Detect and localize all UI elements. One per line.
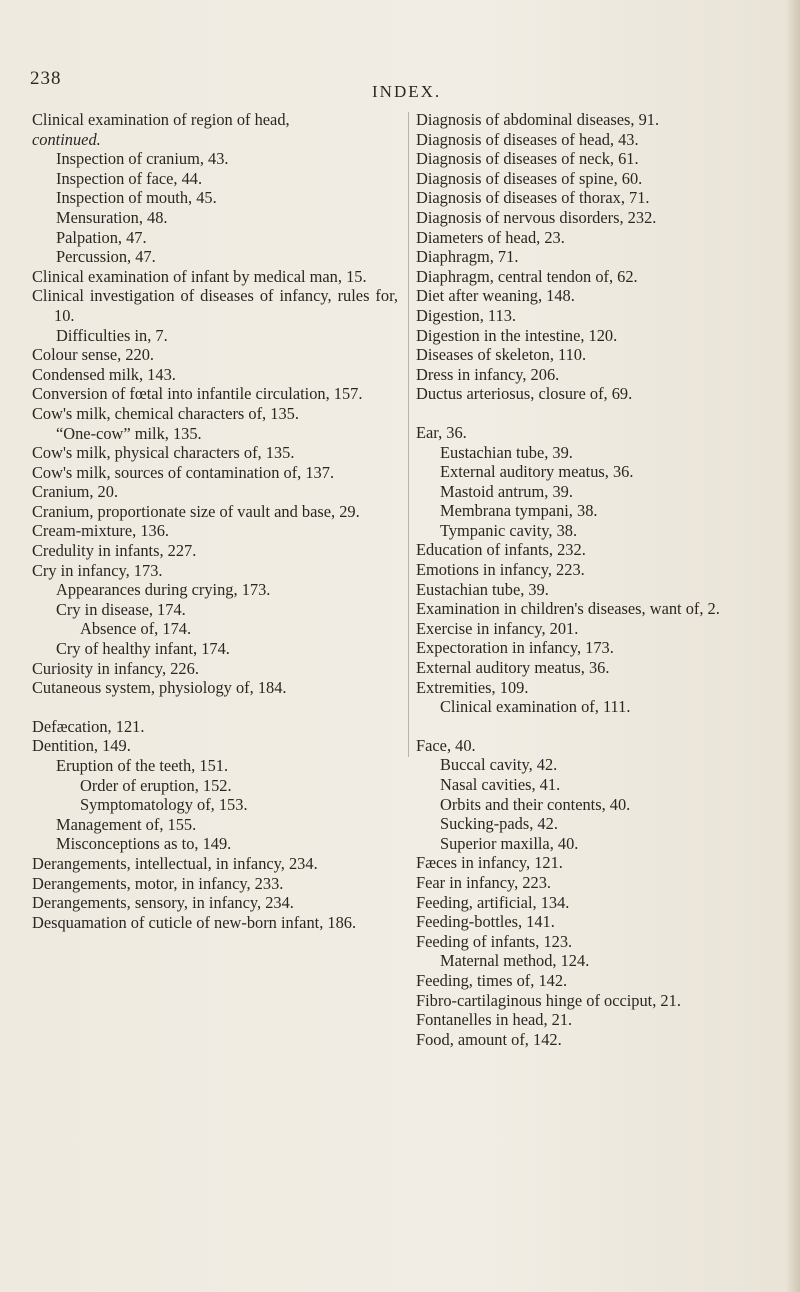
index-subentry: Inspection of mouth, 45. bbox=[56, 188, 217, 208]
index-entry: Defæcation, 121. bbox=[32, 716, 145, 736]
index-entry: Face, 40. bbox=[416, 735, 476, 755]
index-entry: Diet after weaning, 148. bbox=[416, 286, 575, 306]
index-entry: Digestion, 113. bbox=[416, 305, 517, 325]
index-entry: Derangements, motor, in infancy, 233. bbox=[32, 873, 284, 893]
index-entry: Diameters of head, 23. bbox=[416, 227, 565, 247]
index-entry: Feeding of infants, 123. bbox=[416, 931, 573, 951]
index-subentry: Misconceptions as to, 149. bbox=[56, 834, 232, 854]
index-subentry: Management of, 155. bbox=[56, 814, 197, 834]
index-subentry: Cry of healthy infant, 174. bbox=[56, 639, 230, 659]
index-entry: Fear in infancy, 223. bbox=[416, 872, 552, 892]
index-entry: Credulity in infants, 227. bbox=[32, 541, 197, 561]
index-entry: Diseases of skeleton, 110. bbox=[416, 345, 587, 365]
index-entry: Extremities, 109. bbox=[416, 677, 529, 697]
index-subentry: Inspection of face, 44. bbox=[56, 168, 203, 188]
index-entry: Clinical investigation of diseases of infancy, rules for, 10. bbox=[32, 286, 398, 325]
index-subentry: Sucking-pads, 42. bbox=[440, 814, 558, 834]
index-entry: Cow's milk, physical characters of, 135. bbox=[32, 443, 295, 463]
index-entry: Expectoration in infancy, 173. bbox=[416, 638, 614, 658]
column-divider bbox=[408, 112, 409, 757]
index-subentry: Superior maxilla, 40. bbox=[440, 833, 579, 853]
index-entry: Cow's milk, sources of contamination of, 137. bbox=[32, 462, 335, 482]
index-entry: Diagnosis of abdominal diseases, 91. bbox=[416, 110, 660, 129]
index-entry: Diagnosis of nervous disorders, 232. bbox=[416, 207, 657, 227]
index-subentry: Absence of, 174. bbox=[80, 619, 192, 639]
index-entry: Diagnosis of diseases of thorax, 71. bbox=[416, 188, 650, 208]
running-head: INDEX. bbox=[372, 82, 442, 101]
index-subentry: Membrana tympani, 38. bbox=[440, 501, 598, 521]
index-subentry: Percussion, 47. bbox=[56, 247, 156, 267]
section-gap bbox=[416, 404, 796, 423]
index-entry: Diaphragm, 71. bbox=[416, 247, 519, 267]
index-subentry: Mensuration, 48. bbox=[56, 207, 168, 227]
index-entry: Feeding-bottles, 141. bbox=[416, 912, 555, 932]
index-entry: Examination in children's diseases, want of, 2. bbox=[416, 599, 720, 619]
index-entry: Diagnosis of diseases of spine, 60. bbox=[416, 168, 643, 188]
index-entry: Cranium, proportionate size of vault and base, 29. bbox=[32, 501, 360, 521]
index-entry: Cow's milk, chemical characters of, 135. bbox=[32, 403, 299, 423]
index-entry: Fibro-cartilaginous hinge of occiput, 21. bbox=[416, 990, 681, 1010]
index-entry: External auditory meatus, 36. bbox=[416, 658, 610, 678]
index-subentry: Symptomatology of, 153. bbox=[80, 795, 248, 815]
index-subentry: Inspection of cranium, 43. bbox=[56, 149, 229, 169]
index-entry: Diagnosis of diseases of head, 43. bbox=[416, 129, 639, 149]
index-entry: Cry in infancy, 173. bbox=[32, 560, 163, 580]
index-entry: Emotions in infancy, 223. bbox=[416, 560, 585, 580]
index-subentry: “One-cow” milk, 135. bbox=[56, 423, 202, 443]
index-entry: Ductus arteriosus, closure of, 69. bbox=[416, 384, 633, 404]
index-entry: Dentition, 149. bbox=[32, 736, 131, 756]
index-entry: Food, amount of, 142. bbox=[416, 1029, 562, 1049]
index-column-left bbox=[32, 110, 398, 932]
index-entry: Education of infants, 232. bbox=[416, 540, 586, 560]
index-entry: Fæces in infancy, 121. bbox=[416, 853, 563, 873]
index-entry: Digestion in the intestine, 120. bbox=[416, 325, 618, 345]
index-entry: Feeding, times of, 142. bbox=[416, 970, 568, 990]
index-entry: Colour sense, 220. bbox=[32, 345, 155, 365]
index-subentry: Appearances during crying, 173. bbox=[56, 580, 271, 600]
index-entry: Feeding, artificial, 134. bbox=[416, 892, 570, 912]
index-entry: Desquamation of cuticle of new-born infant, 186. bbox=[32, 912, 357, 932]
index-subentry: Tympanic cavity, 38. bbox=[440, 520, 578, 540]
index-entry: Eustachian tube, 39. bbox=[416, 579, 549, 599]
page-number: 238 bbox=[30, 68, 62, 89]
index-subentry: Nasal cavities, 41. bbox=[440, 775, 561, 794]
index-subentry: Mastoid antrum, 39. bbox=[440, 481, 573, 501]
index-entry: Clinical examination of infant by medical man, 15. bbox=[32, 266, 367, 286]
section-gap bbox=[416, 717, 796, 736]
index-entry: Derangements, sensory, in infancy, 234. bbox=[32, 893, 294, 913]
section-gap bbox=[32, 698, 398, 717]
index-entry: Condensed milk, 143. bbox=[32, 364, 176, 384]
index-entry: continued. bbox=[32, 129, 101, 149]
index-entry: Fontanelles in head, 21. bbox=[416, 1010, 573, 1030]
index-entry: Cream-mixture, 136. bbox=[32, 521, 170, 541]
index-subentry: Buccal cavity, 42. bbox=[440, 755, 558, 775]
index-subentry: Difficulties in, 7. bbox=[56, 325, 168, 345]
index-subentry: Maternal method, 124. bbox=[440, 951, 590, 971]
index-column-right bbox=[416, 110, 796, 1049]
index-entry: Diaphragm, central tendon of, 62. bbox=[416, 266, 638, 286]
index-subentry: Palpation, 47. bbox=[56, 227, 147, 247]
index-entry: Cutaneous system, physiology of, 184. bbox=[32, 678, 287, 698]
index-entry: Ear, 36. bbox=[416, 422, 467, 442]
index-entry: Clinical examination of region of head, bbox=[32, 110, 290, 129]
index-entry: Curiosity in infancy, 226. bbox=[32, 658, 199, 678]
index-subentry: Clinical examination of, 111. bbox=[440, 697, 631, 717]
index-entry: Dress in infancy, 206. bbox=[416, 364, 560, 384]
page-edge-shadow bbox=[786, 0, 800, 1292]
index-entry: Derangements, intellectual, in infancy, 234. bbox=[32, 853, 318, 873]
index-subentry: Cry in disease, 174. bbox=[56, 599, 186, 619]
index-subentry: External auditory meatus, 36. bbox=[440, 462, 634, 482]
index-subentry: Eustachian tube, 39. bbox=[440, 442, 573, 462]
index-subentry: Order of eruption, 152. bbox=[80, 775, 232, 795]
index-subentry: Orbits and their contents, 40. bbox=[440, 794, 631, 814]
index-subentry: Eruption of the teeth, 151. bbox=[56, 756, 229, 775]
index-entry: Cranium, 20. bbox=[32, 482, 119, 502]
index-entry: Conversion of fœtal into infantile circulation, 157. bbox=[32, 384, 363, 404]
index-entry: Exercise in infancy, 201. bbox=[416, 618, 579, 638]
index-entry: Diagnosis of diseases of neck, 61. bbox=[416, 149, 639, 169]
